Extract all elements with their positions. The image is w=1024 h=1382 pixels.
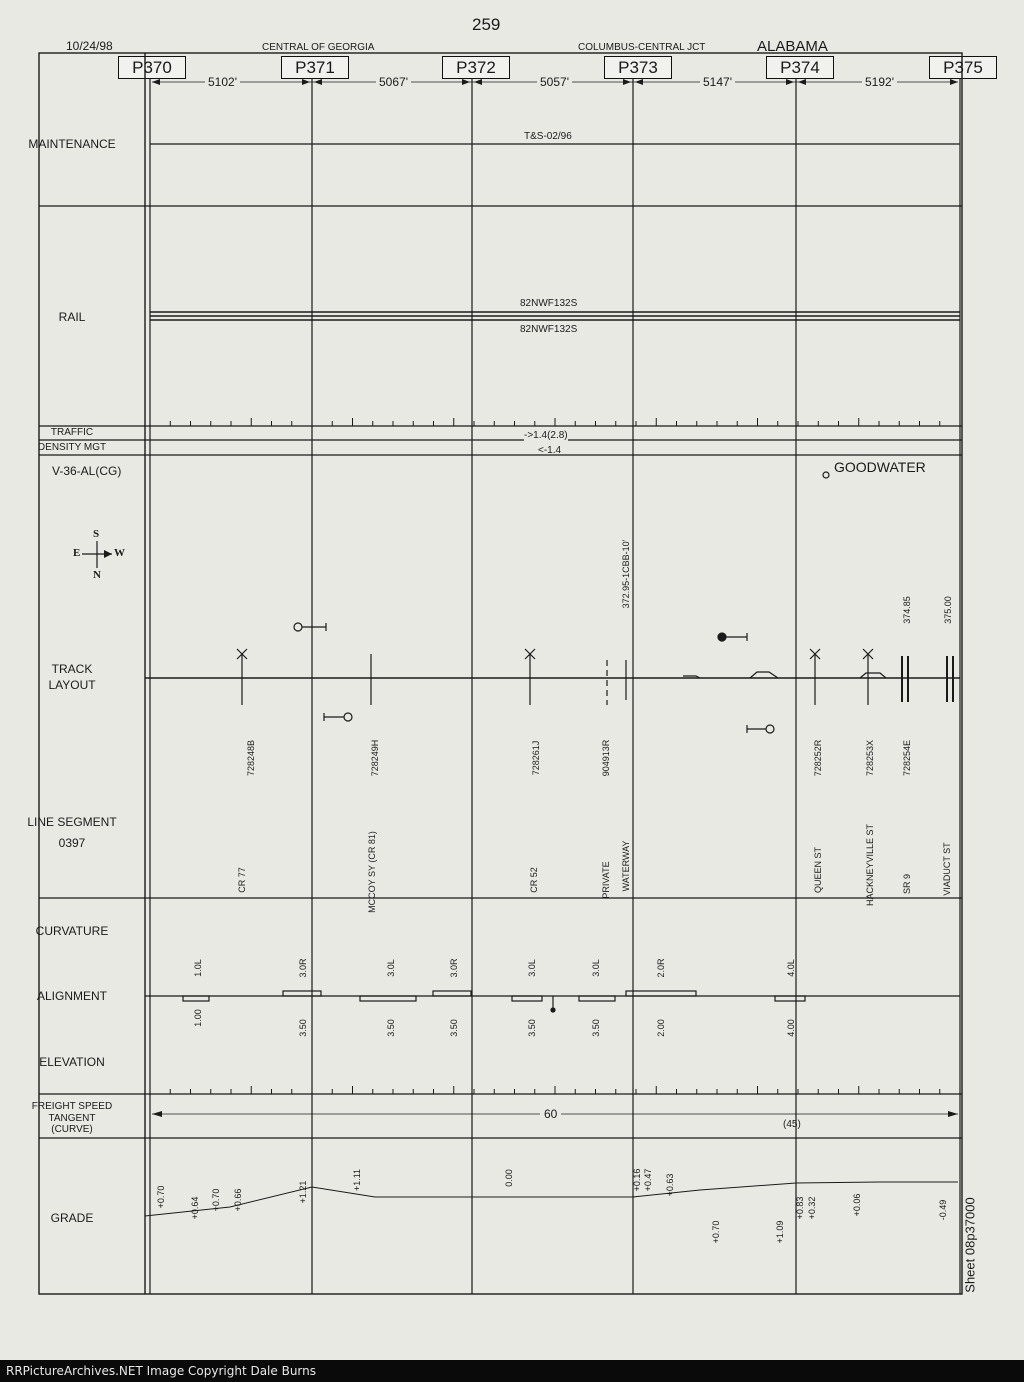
distance-4: 5147' bbox=[700, 75, 735, 89]
crossing-id-cr52: 728261J bbox=[531, 740, 541, 776]
distance-2: 5067' bbox=[376, 75, 411, 89]
row-label-traffic: TRAFFIC bbox=[50, 427, 94, 438]
compass-west: W bbox=[114, 547, 125, 559]
timetable-id: V-36-AL(CG) bbox=[52, 464, 122, 478]
traffic-density-west: <-1.4 bbox=[538, 445, 562, 456]
chart-date: 10/24/98 bbox=[66, 39, 113, 53]
elevation-8: 4.00 bbox=[786, 1019, 796, 1037]
row-label-elevation: ELEVATION bbox=[39, 1055, 105, 1069]
crossing-name-hackneyville: HACKNEYVILLE ST bbox=[865, 823, 875, 907]
milepost-p370: P370 bbox=[118, 56, 186, 79]
row-label-curvature: CURVATURE bbox=[35, 924, 109, 938]
curvature-8: 4.0L bbox=[786, 959, 796, 977]
crossing-name-mccoy: MCCOY SY (CR 81) bbox=[367, 831, 377, 913]
row-label-density: DENSITY MGT bbox=[37, 442, 107, 453]
crossing-name-cr77: CR 77 bbox=[237, 867, 247, 893]
row-label-track: TRACK bbox=[51, 662, 93, 676]
elevation-3: 3.50 bbox=[386, 1019, 396, 1037]
tangent-speed: 60 bbox=[540, 1107, 561, 1121]
line-segment-number: 0397 bbox=[58, 836, 86, 850]
compass-north: N bbox=[93, 569, 101, 581]
elevation-5: 3.50 bbox=[527, 1019, 537, 1037]
elevation-1: 1.00 bbox=[193, 1009, 203, 1027]
grade-11: +0.70 bbox=[711, 1220, 721, 1244]
state-name: ALABAMA bbox=[757, 38, 828, 55]
milepost-label-37500: 375.00 bbox=[943, 596, 953, 624]
grade-2: +0.64 bbox=[190, 1196, 200, 1220]
curvature-1: 1.0L bbox=[193, 959, 203, 977]
curve-speed: (45) bbox=[783, 1119, 801, 1130]
rail-weight-bottom: 82NWF132S bbox=[520, 324, 578, 335]
grade-10: +0.63 bbox=[665, 1173, 675, 1197]
grade-7: 0.00 bbox=[504, 1169, 514, 1187]
crossing-name-queen: QUEEN ST bbox=[813, 846, 823, 894]
elevation-4: 3.50 bbox=[449, 1019, 459, 1037]
compass-south: S bbox=[93, 528, 100, 540]
grade-8: +0.16 bbox=[632, 1168, 642, 1192]
crossing-id-queen: 728252R bbox=[813, 739, 823, 777]
compass-east: E bbox=[73, 547, 81, 559]
curvature-2: 3.0R bbox=[298, 958, 308, 978]
elevation-7: 2.00 bbox=[656, 1019, 666, 1037]
row-label-maintenance: MAINTENANCE bbox=[28, 137, 116, 151]
milepost-p373: P373 bbox=[604, 56, 672, 79]
crossing-name-sr9: SR 9 bbox=[902, 873, 912, 895]
traffic-density-east: ->1.4(2.8) bbox=[524, 430, 568, 441]
row-label-tangent: TANGENT bbox=[48, 1113, 96, 1124]
crossing-id-mccoy: 728249H bbox=[370, 739, 380, 777]
grade-15: +0.06 bbox=[852, 1193, 862, 1217]
rail-weight-top: 82NWF132S bbox=[520, 298, 578, 309]
curvature-7: 2.0R bbox=[656, 958, 666, 978]
crossing-id-sr9: 728254E bbox=[902, 739, 912, 777]
crossing-id-cr77: 728248B bbox=[246, 739, 256, 777]
grade-9: +0.47 bbox=[643, 1168, 653, 1192]
curvature-3: 3.0L bbox=[386, 959, 396, 977]
crossing-name-waterway: WATERWAY bbox=[621, 840, 631, 892]
sheet-id: Sheet 08p37000 bbox=[962, 1197, 978, 1293]
curvature-5: 3.0L bbox=[527, 959, 537, 977]
grade-3: +0.70 bbox=[211, 1188, 221, 1212]
row-label-rail: RAIL bbox=[58, 310, 86, 324]
crossing-id-private: 904913R bbox=[601, 739, 611, 777]
bridge-label: 372.95-1CBB-10' bbox=[621, 539, 631, 609]
milepost-p375: P375 bbox=[929, 56, 997, 79]
row-label-freight-speed: FREIGHT SPEED bbox=[31, 1101, 113, 1112]
milepost-label-37485: 374.85 bbox=[902, 596, 912, 624]
station-name: GOODWATER bbox=[834, 459, 926, 475]
grade-4: +0.66 bbox=[233, 1188, 243, 1212]
crossing-id-hackneyville: 728253X bbox=[865, 739, 875, 777]
crossing-name-cr52: CR 52 bbox=[529, 867, 539, 893]
curvature-4: 3.0R bbox=[449, 958, 459, 978]
milepost-p372: P372 bbox=[442, 56, 510, 79]
grade-14: +0.32 bbox=[807, 1196, 817, 1220]
grade-5: +1.21 bbox=[298, 1180, 308, 1204]
grade-16: -0.49 bbox=[938, 1199, 948, 1221]
row-label-grade: GRADE bbox=[50, 1211, 94, 1225]
railroad-name: CENTRAL OF GEORGIA bbox=[262, 42, 375, 53]
row-label-alignment: ALIGNMENT bbox=[36, 989, 107, 1003]
distance-3: 5057' bbox=[537, 75, 572, 89]
distance-5: 5192' bbox=[862, 75, 897, 89]
grade-1: +0.70 bbox=[156, 1185, 166, 1209]
row-label-curve: (CURVE) bbox=[51, 1124, 93, 1135]
crossing-name-private: PRIVATE bbox=[601, 861, 611, 899]
maintenance-value: T&S-02/96 bbox=[524, 131, 572, 142]
row-label-layout: LAYOUT bbox=[48, 678, 96, 692]
grade-12: +1.09 bbox=[775, 1220, 785, 1244]
subdivision-name: COLUMBUS-CENTRAL JCT bbox=[578, 42, 706, 53]
milepost-p374: P374 bbox=[766, 56, 834, 79]
crossing-name-viaduct: VIADUCT ST bbox=[942, 842, 952, 896]
curvature-6: 3.0L bbox=[591, 959, 601, 977]
distance-1: 5102' bbox=[205, 75, 240, 89]
elevation-2: 3.50 bbox=[298, 1019, 308, 1037]
milepost-p371: P371 bbox=[281, 56, 349, 79]
grade-6: +1.11 bbox=[352, 1168, 362, 1192]
elevation-6: 3.50 bbox=[591, 1019, 601, 1037]
copyright-footer: RRPictureArchives.NET Image Copyright Dale Burns bbox=[0, 1360, 1024, 1382]
page-number: 259 bbox=[472, 15, 501, 34]
row-label-line-segment: LINE SEGMENT bbox=[27, 815, 117, 829]
grade-13: +0.83 bbox=[795, 1196, 805, 1220]
